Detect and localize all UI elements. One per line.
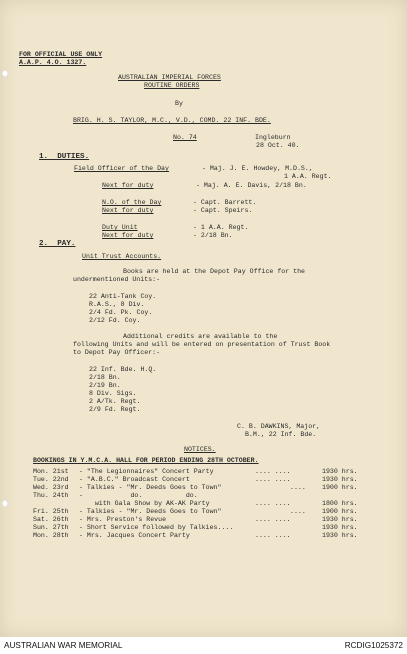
duty-unit-next-label: Next for duty: [102, 232, 154, 239]
no-next-label: Next for duty: [102, 207, 154, 214]
pay-heading: 2. PAY.: [39, 240, 76, 248]
signature-name: C. B. DAWKINS, Major,: [237, 423, 321, 430]
booking-time: 1900 hrs.: [322, 508, 358, 515]
booking-day: Sat. 26th: [33, 516, 69, 523]
no-day-label: N.O. of the Day: [102, 199, 162, 206]
field-next-label: Next for duty: [102, 182, 154, 189]
list-item: 2 A/Tk. Regt.: [89, 398, 141, 405]
list-item: 22 Inf. Bde. H.Q.: [89, 366, 157, 373]
booking-day: Sun. 27th: [33, 524, 69, 531]
booking-leader: .... ....: [255, 476, 291, 483]
list-item: 2/9 Fd. Regt.: [89, 406, 141, 413]
booking-leader: .... ....: [255, 532, 291, 539]
no-next-value: - Capt. Speirs.: [193, 207, 253, 214]
order-date: 28 Oct. 40.: [256, 142, 300, 149]
booking-event: - "A.B.C." Broadcast Concert: [79, 476, 190, 483]
booking-leader: ....: [290, 484, 306, 491]
booking-day: Wed. 23rd: [33, 484, 69, 491]
booking-time: 1900 hrs.: [322, 484, 358, 491]
list-item: 22 Anti-Tank Coy.: [89, 293, 157, 300]
no-day-value: - Capt. Barrett.: [193, 199, 257, 206]
list-item: 8 Div. Sigs.: [89, 390, 137, 397]
signature-role: B.M., 22 Inf. Bde.: [245, 431, 317, 438]
booking-time: 1930 hrs.: [322, 532, 358, 539]
commander-line: BRIG. H. S. TAYLOR, M.C., V.D., COMD. 22 INF. BDE.: [73, 117, 271, 124]
field-next-value: - Maj. A. E. Davis, 2/18 Bn.: [196, 182, 307, 189]
order-place: Ingleburn: [255, 134, 291, 141]
archive-footer: [0, 637, 407, 654]
duty-unit-next-value: - 2/18 Bn.: [193, 232, 233, 239]
archive-name: AUSTRALIAN WAR MEMORIAL: [4, 641, 123, 650]
list-item: 2/4 Fd. Pk. Coy.: [89, 309, 153, 316]
field-officer-value: - Maj. J. E. Howdey, M.D.S.,: [202, 165, 313, 172]
booking-day: Thu. 24th: [33, 492, 69, 499]
booking-leader: .... ....: [255, 516, 291, 523]
booking-event: - Mrs. Jacques Concert Party: [79, 532, 190, 539]
duties-heading: 1. DUTIES.: [39, 153, 90, 161]
official-use-line: FOR OFFICIAL USE ONLY: [19, 51, 103, 58]
booking-day: Fri. 25th: [33, 508, 69, 515]
booking-day: Tue. 22nd: [33, 476, 69, 483]
booking-day: Mon. 21st: [33, 468, 69, 475]
pay-subheading: Unit Trust Accounts.: [82, 253, 162, 260]
pay-paragraph: Books are held at the Depot Pay Office for the: [123, 268, 306, 275]
booking-event: - Talkies - "Mr. Deeds Goes to Town": [79, 508, 222, 515]
list-item: 2/12 Fd. Coy.: [89, 317, 141, 324]
booking-day: Mon. 28th: [33, 532, 69, 539]
notices-heading: NOTICES.: [184, 446, 216, 453]
booking-time: 1800 hrs.: [322, 500, 358, 507]
pay-paragraph: Additional credits are available to the: [123, 333, 278, 340]
booking-time: 1930 hrs.: [322, 476, 358, 483]
list-item: 2/19 Bn.: [89, 382, 121, 389]
official-ref-line: A.A.P. 4.O. 1327.: [19, 59, 87, 66]
booking-event: with Gala Show by AK-AK Party: [79, 500, 210, 507]
booking-leader: ....: [290, 508, 306, 515]
booking-time: 1930 hrs.: [322, 524, 358, 531]
booking-time: 1930 hrs.: [322, 516, 358, 523]
booking-leader: .... ....: [255, 468, 291, 475]
booking-event: - "The Legionnaires" Concert Party: [79, 468, 214, 475]
punch-hole: [2, 500, 8, 507]
archive-record-id: RCDIG1025372: [344, 641, 403, 650]
order-number: No. 74: [173, 134, 197, 141]
field-officer-label: Field Officer of the Day: [74, 165, 169, 172]
duty-unit-value: - 1 A.A. Regt.: [193, 224, 249, 231]
pay-paragraph: undermentioned Units:-: [73, 276, 161, 283]
by-label: By: [175, 100, 183, 107]
pay-paragraph: following Units and will be entered on presentation of Trust Book: [73, 341, 331, 348]
booking-event: - do. do.: [79, 492, 198, 499]
booking-event: - Short Service followed by Talkies....: [79, 524, 234, 531]
document-title: AUSTRALIAN IMPERIAL FORCES: [118, 74, 221, 81]
field-officer-unit: 1 A.A. Regt.: [284, 173, 332, 180]
list-item: 2/18 Bn.: [89, 374, 121, 381]
bookings-heading: BOOKINGS IN Y.M.C.A. HALL FOR PERIOD ENDING 28TH OCTOBER.: [33, 457, 259, 464]
booking-leader: .... ....: [255, 500, 291, 507]
booking-event: - Talkies - "Mr. Deeds Goes to Town": [79, 484, 222, 491]
duty-unit-label: Duty Unit: [102, 224, 138, 231]
booking-event: - Mrs. Preston's Revue: [79, 516, 167, 523]
punch-hole: [2, 70, 8, 77]
pay-paragraph: to Depot Pay Officer:-: [73, 349, 161, 356]
booking-time: 1930 hrs.: [322, 468, 358, 475]
document-subtitle: ROUTINE ORDERS: [144, 82, 200, 89]
list-item: R.A.S., 8 Div.: [89, 301, 145, 308]
